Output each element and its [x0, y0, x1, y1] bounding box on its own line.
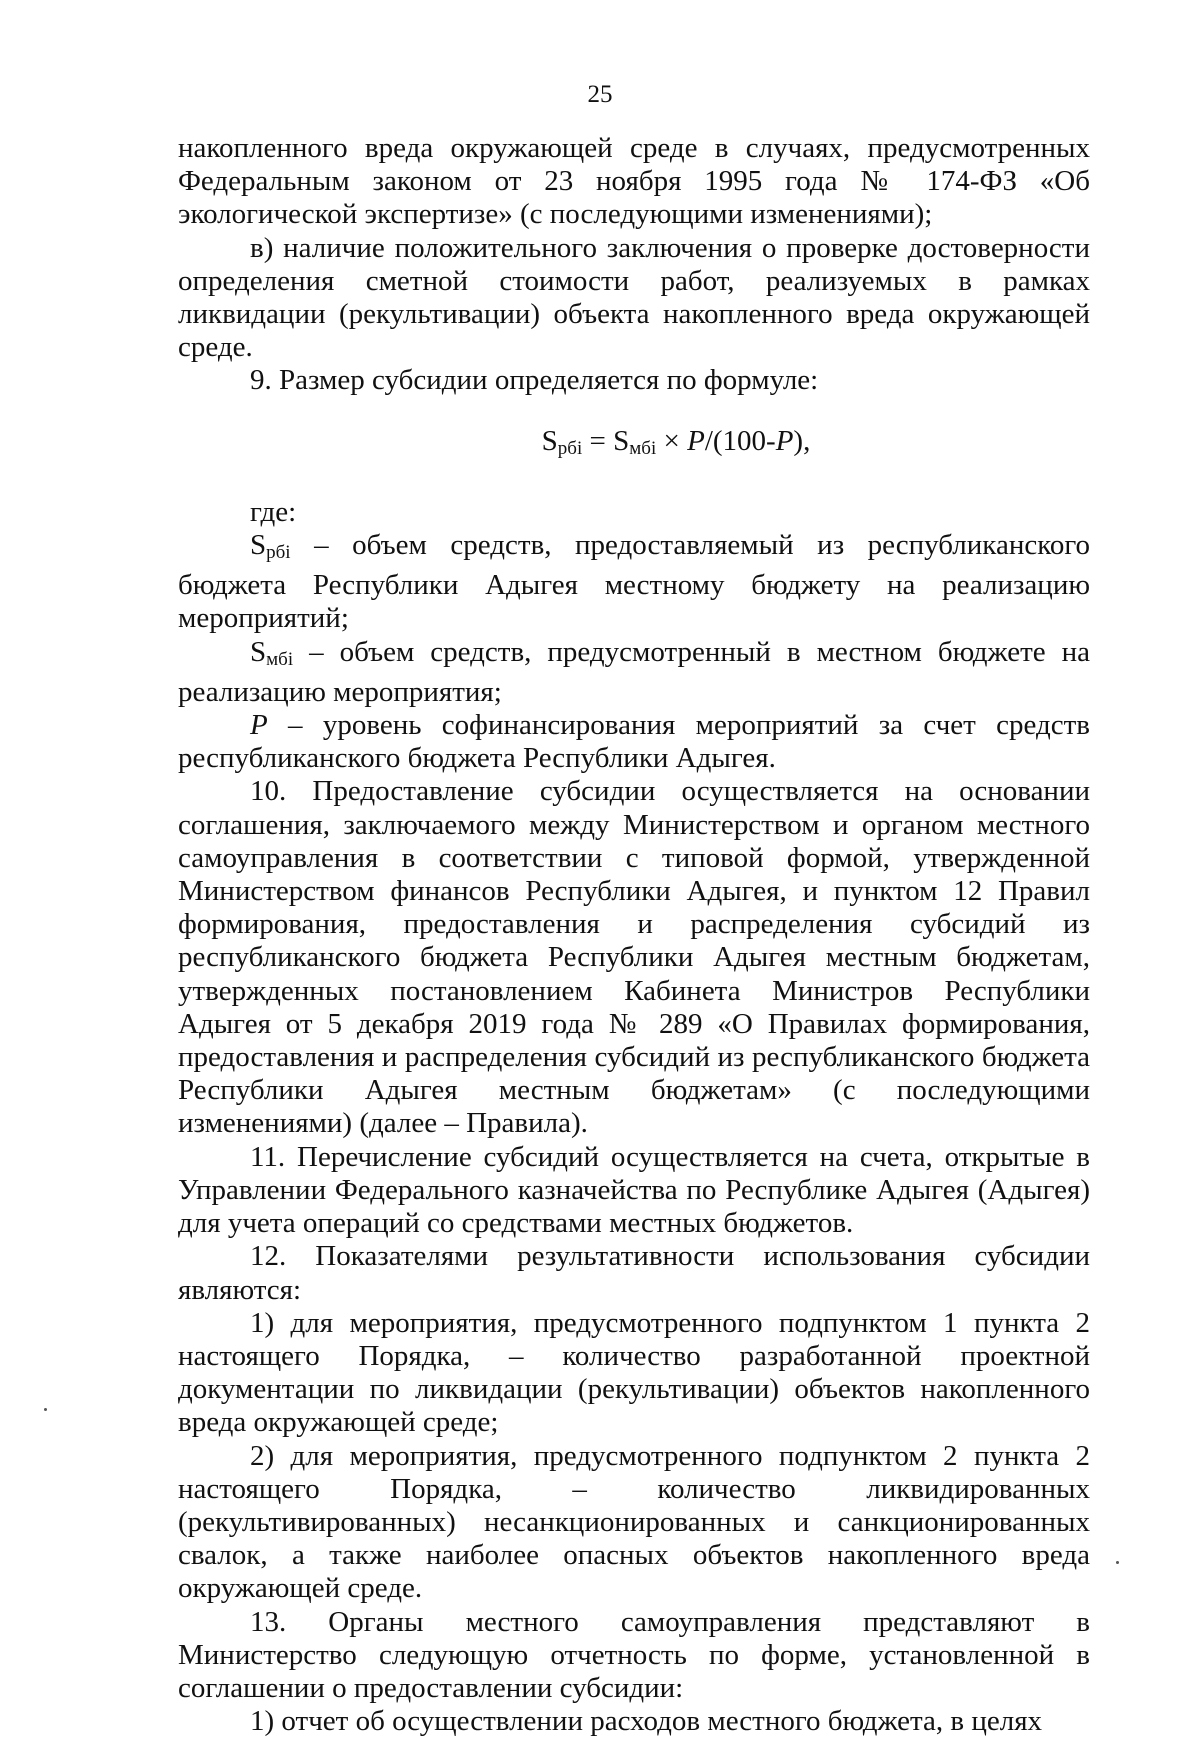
formula-lhs-subscript: рбi [557, 437, 583, 459]
definition-text: – уровень софинансирования мероприятий за счет средств республиканского бюджета Республики Адыгея. [178, 709, 1090, 775]
subsidy-formula [178, 425, 1090, 465]
paragraph: в) наличие положительного заключения о проверке достоверности определения сметной стоимости работ, реализуемых в рамках ликвидации (рекультивации) объекта накопленного вреда окружающей среде. [178, 231, 1090, 364]
formula-p: P [687, 424, 705, 457]
paragraph: 12. Показателями результативности использования субсидии являются: [178, 1240, 1090, 1306]
definition-srbi [178, 529, 1090, 636]
formula-lhs-symbol: S [541, 424, 558, 457]
formula-end: ), [793, 424, 811, 457]
scan-speck [44, 1408, 47, 1411]
definition-subscript: рбi [266, 542, 291, 564]
definition-symbol: S [250, 635, 267, 668]
formula-rhs-symbol: S [613, 424, 630, 457]
definition-p [178, 709, 1090, 775]
formula-times: × [656, 424, 688, 457]
paragraph: 2) для мероприятия, предусмотренного подпунктом 2 пункта 2 настоящего Порядка, – количество ликвидированных (рекультивированных) несанкционированных и санкционированных свалок, а также наиболее опасных объектов накопленного вреда окружающей среде. [178, 1439, 1090, 1605]
formula-rhs-subscript: мбi [629, 437, 657, 459]
formula-equals: = [582, 424, 614, 457]
definition-smbi [178, 636, 1090, 709]
definition-subscript: мбi [266, 648, 294, 670]
paragraph: 10. Предоставление субсидии осуществляется на основании соглашения, заключаемого между Министерством и органом местного самоуправления в соответствии с типовой формой, утвержденной Министерством финансов Республики Адыгея, и пунктом 12 Правил формирования, предоставления и распределения субсидий из республиканского бюджета Республики Адыгея местным бюджетам, утвержденных постановлением Кабинета Министров Республики Адыгея от 5 декабря 2019 года № 289 «О Правилах формирования, предоставления и распределения субсидий из республиканского бюджета Республики Адыгея местным бюджетам» (с последующими изменениями) (далее – Правила). [178, 775, 1090, 1140]
formula-p: P [775, 424, 794, 457]
definition-text: – объем средств, предусмотренный в местном бюджете на реализацию мероприятия; [178, 635, 1090, 708]
definition-symbol: S [250, 529, 267, 562]
paragraph: 9. Размер субсидии определяется по формуле: [250, 364, 819, 397]
definition-text: – объем средств, предоставляемый из республиканского бюджета Республики Адыгея местному бюджету на реализацию мероприятий; [178, 529, 1090, 635]
where-label: где: [250, 495, 297, 528]
paragraph: 11. Перечисление субсидий осуществляется на счета, открытые в Управлении Федерального казначейства по Республике Адыгея (Адыгея) для учета операций со средствами местных бюджетов. [178, 1140, 1090, 1240]
formula-mid: /(100- [704, 424, 776, 457]
page-number: 25 [587, 81, 613, 108]
definition-symbol: P [250, 709, 268, 742]
paragraph: 1) для мероприятия, предусмотренного подпунктом 1 пункта 2 настоящего Порядка, – количество разработанной проектной документации по ликвидации (рекультивации) объектов накопленного вреда окружающей среде; [178, 1306, 1090, 1439]
document-body [178, 132, 1090, 1738]
paragraph: накопленного вреда окружающей среде в случаях, предусмотренных Федеральным законом от 23 ноября 1995 года № 174-ФЗ «Об экологической экспертизе» (с последующими изменениями); [178, 132, 1090, 231]
paragraph: 13. Органы местного самоуправления представляют в Министерство следующую отчетность по форме, установленной в соглашении о предоставлении субсидии: [178, 1605, 1090, 1704]
paragraph: 1) отчет об осуществлении расходов местного бюджета, в целях [250, 1705, 1043, 1738]
scan-speck [1116, 1561, 1119, 1564]
